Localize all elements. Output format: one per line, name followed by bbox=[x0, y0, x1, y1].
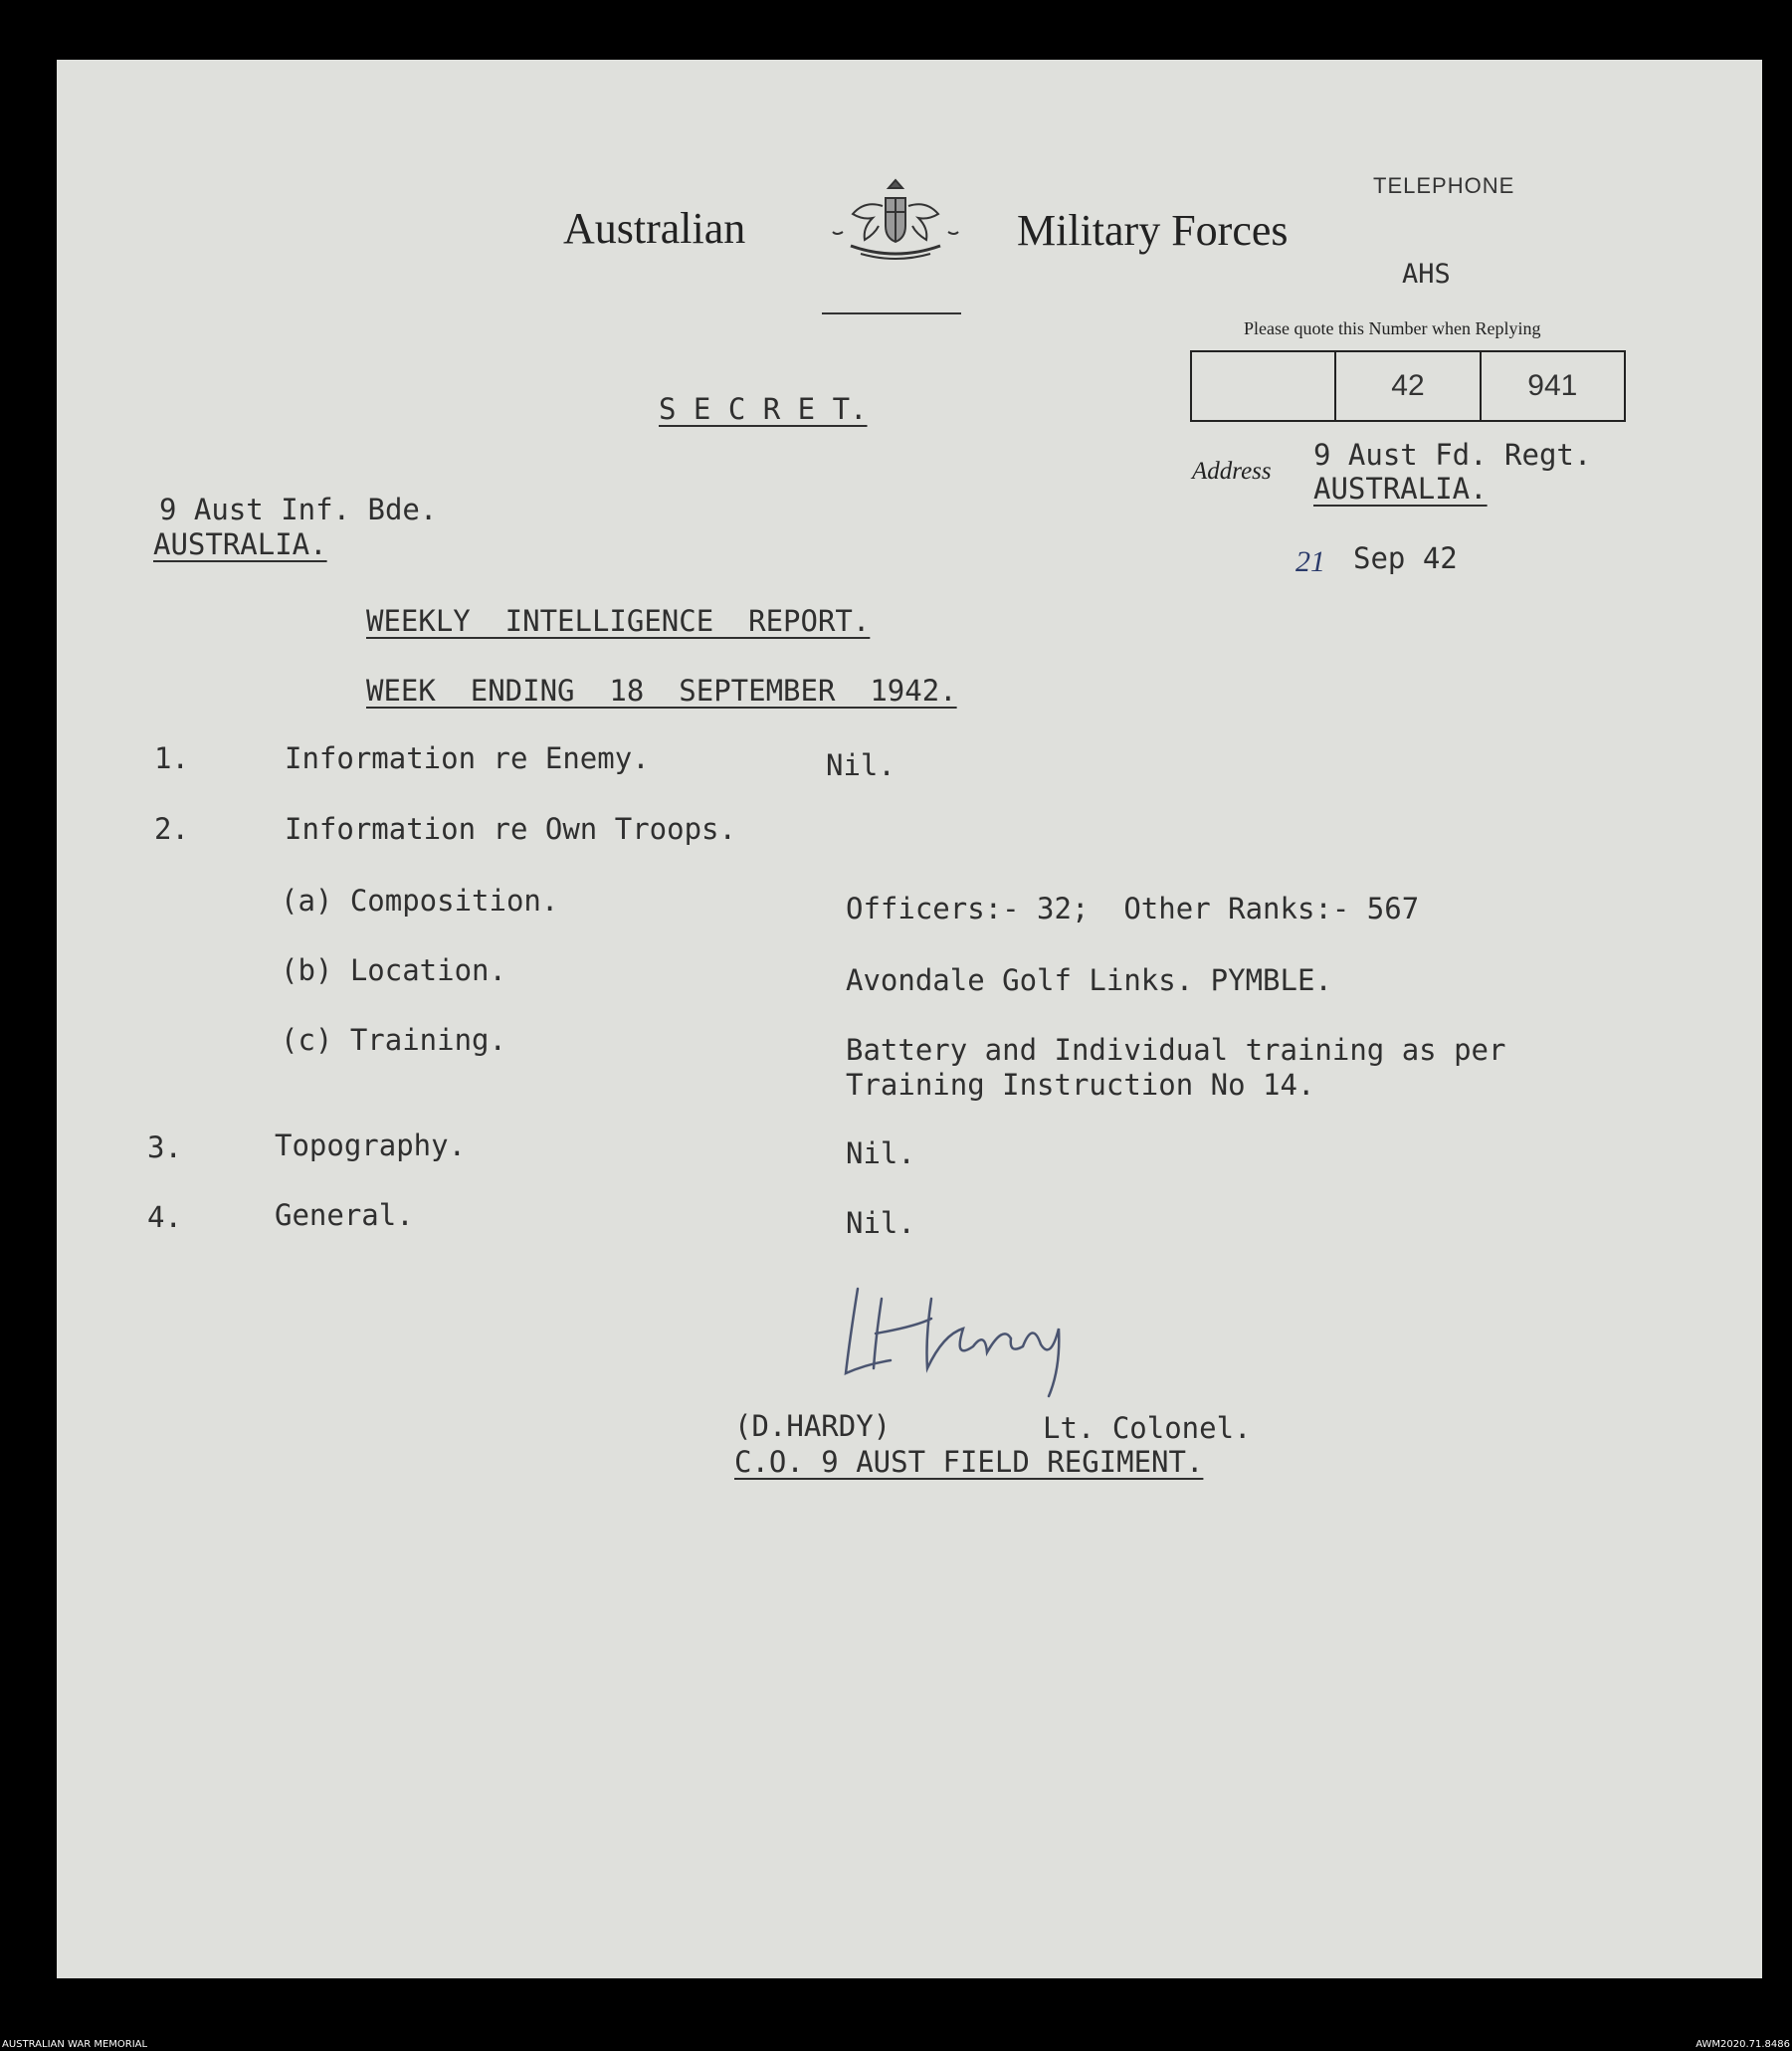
ref-cell-3: 941 bbox=[1527, 369, 1578, 402]
week-ending: WEEK ENDING 18 SEPTEMBER 1942. bbox=[366, 674, 957, 708]
item-2c-label: (c) Training. bbox=[281, 1023, 506, 1057]
address-label: Address bbox=[1192, 458, 1272, 485]
coat-of-arms-icon bbox=[831, 176, 960, 276]
item-4-value: Nil. bbox=[846, 1206, 915, 1240]
item-3-number: 3. bbox=[147, 1130, 182, 1164]
item-2a-label: (a) Composition. bbox=[281, 884, 559, 918]
item-3-value: Nil. bbox=[846, 1136, 915, 1170]
telephone-value: AHS bbox=[1402, 259, 1451, 290]
item-2-label: Information re Own Troops. bbox=[285, 812, 736, 846]
handwritten-signature bbox=[836, 1269, 1104, 1398]
item-2c-value: Battery and Individual training as per bbox=[846, 1033, 1506, 1067]
reference-number-box bbox=[1190, 350, 1626, 422]
item-2a-value: Officers:- 32; Other Ranks:- 567 bbox=[846, 892, 1420, 925]
item-1-number: 1. bbox=[154, 741, 189, 775]
item-1-value: Nil. bbox=[826, 748, 896, 782]
document-page bbox=[57, 60, 1762, 1978]
classification-secret: S E C R E T. bbox=[659, 392, 868, 426]
footer-right: AWM2020.71.8486 bbox=[1695, 2039, 1790, 2050]
date-month-year: Sep 42 bbox=[1353, 541, 1458, 575]
signatory-rank: Lt. Colonel. bbox=[1043, 1411, 1252, 1445]
address-line1: 9 Aust Fd. Regt. bbox=[1313, 438, 1592, 472]
recipient-line2: AUSTRALIA. bbox=[153, 527, 327, 561]
recipient-line1: 9 Aust Inf. Bde. bbox=[159, 493, 438, 526]
signatory-name: (D.HARDY) bbox=[734, 1409, 892, 1443]
report-title: WEEKLY INTELLIGENCE REPORT. bbox=[366, 604, 871, 638]
letterhead-australian: Australian bbox=[563, 204, 746, 253]
signatory-position: C.O. 9 AUST FIELD REGIMENT. bbox=[734, 1445, 1204, 1479]
date-day-handwritten: 21 bbox=[1295, 545, 1325, 578]
item-4-label: General. bbox=[275, 1198, 414, 1232]
quote-note: Please quote this Number when Replying bbox=[1244, 318, 1541, 338]
ref-cell-1 bbox=[1192, 352, 1336, 420]
letterhead-military-forces: Military Forces bbox=[1017, 206, 1289, 255]
item-1-label: Information re Enemy. bbox=[285, 741, 650, 775]
item-2b-value: Avondale Golf Links. PYMBLE. bbox=[846, 963, 1332, 997]
item-3-label: Topography. bbox=[275, 1128, 467, 1162]
telephone-label: TELEPHONE bbox=[1373, 173, 1515, 198]
item-2c-value-line2: Training Instruction No 14. bbox=[846, 1068, 1315, 1102]
letterhead-divider bbox=[822, 312, 961, 314]
item-2b-label: (b) Location. bbox=[281, 953, 506, 987]
item-4-number: 4. bbox=[147, 1200, 182, 1234]
footer-left: AUSTRALIAN WAR MEMORIAL bbox=[2, 2039, 148, 2050]
address-line2: AUSTRALIA. bbox=[1313, 472, 1488, 506]
item-2-number: 2. bbox=[154, 812, 189, 846]
ref-cell-2: 42 bbox=[1336, 352, 1481, 420]
